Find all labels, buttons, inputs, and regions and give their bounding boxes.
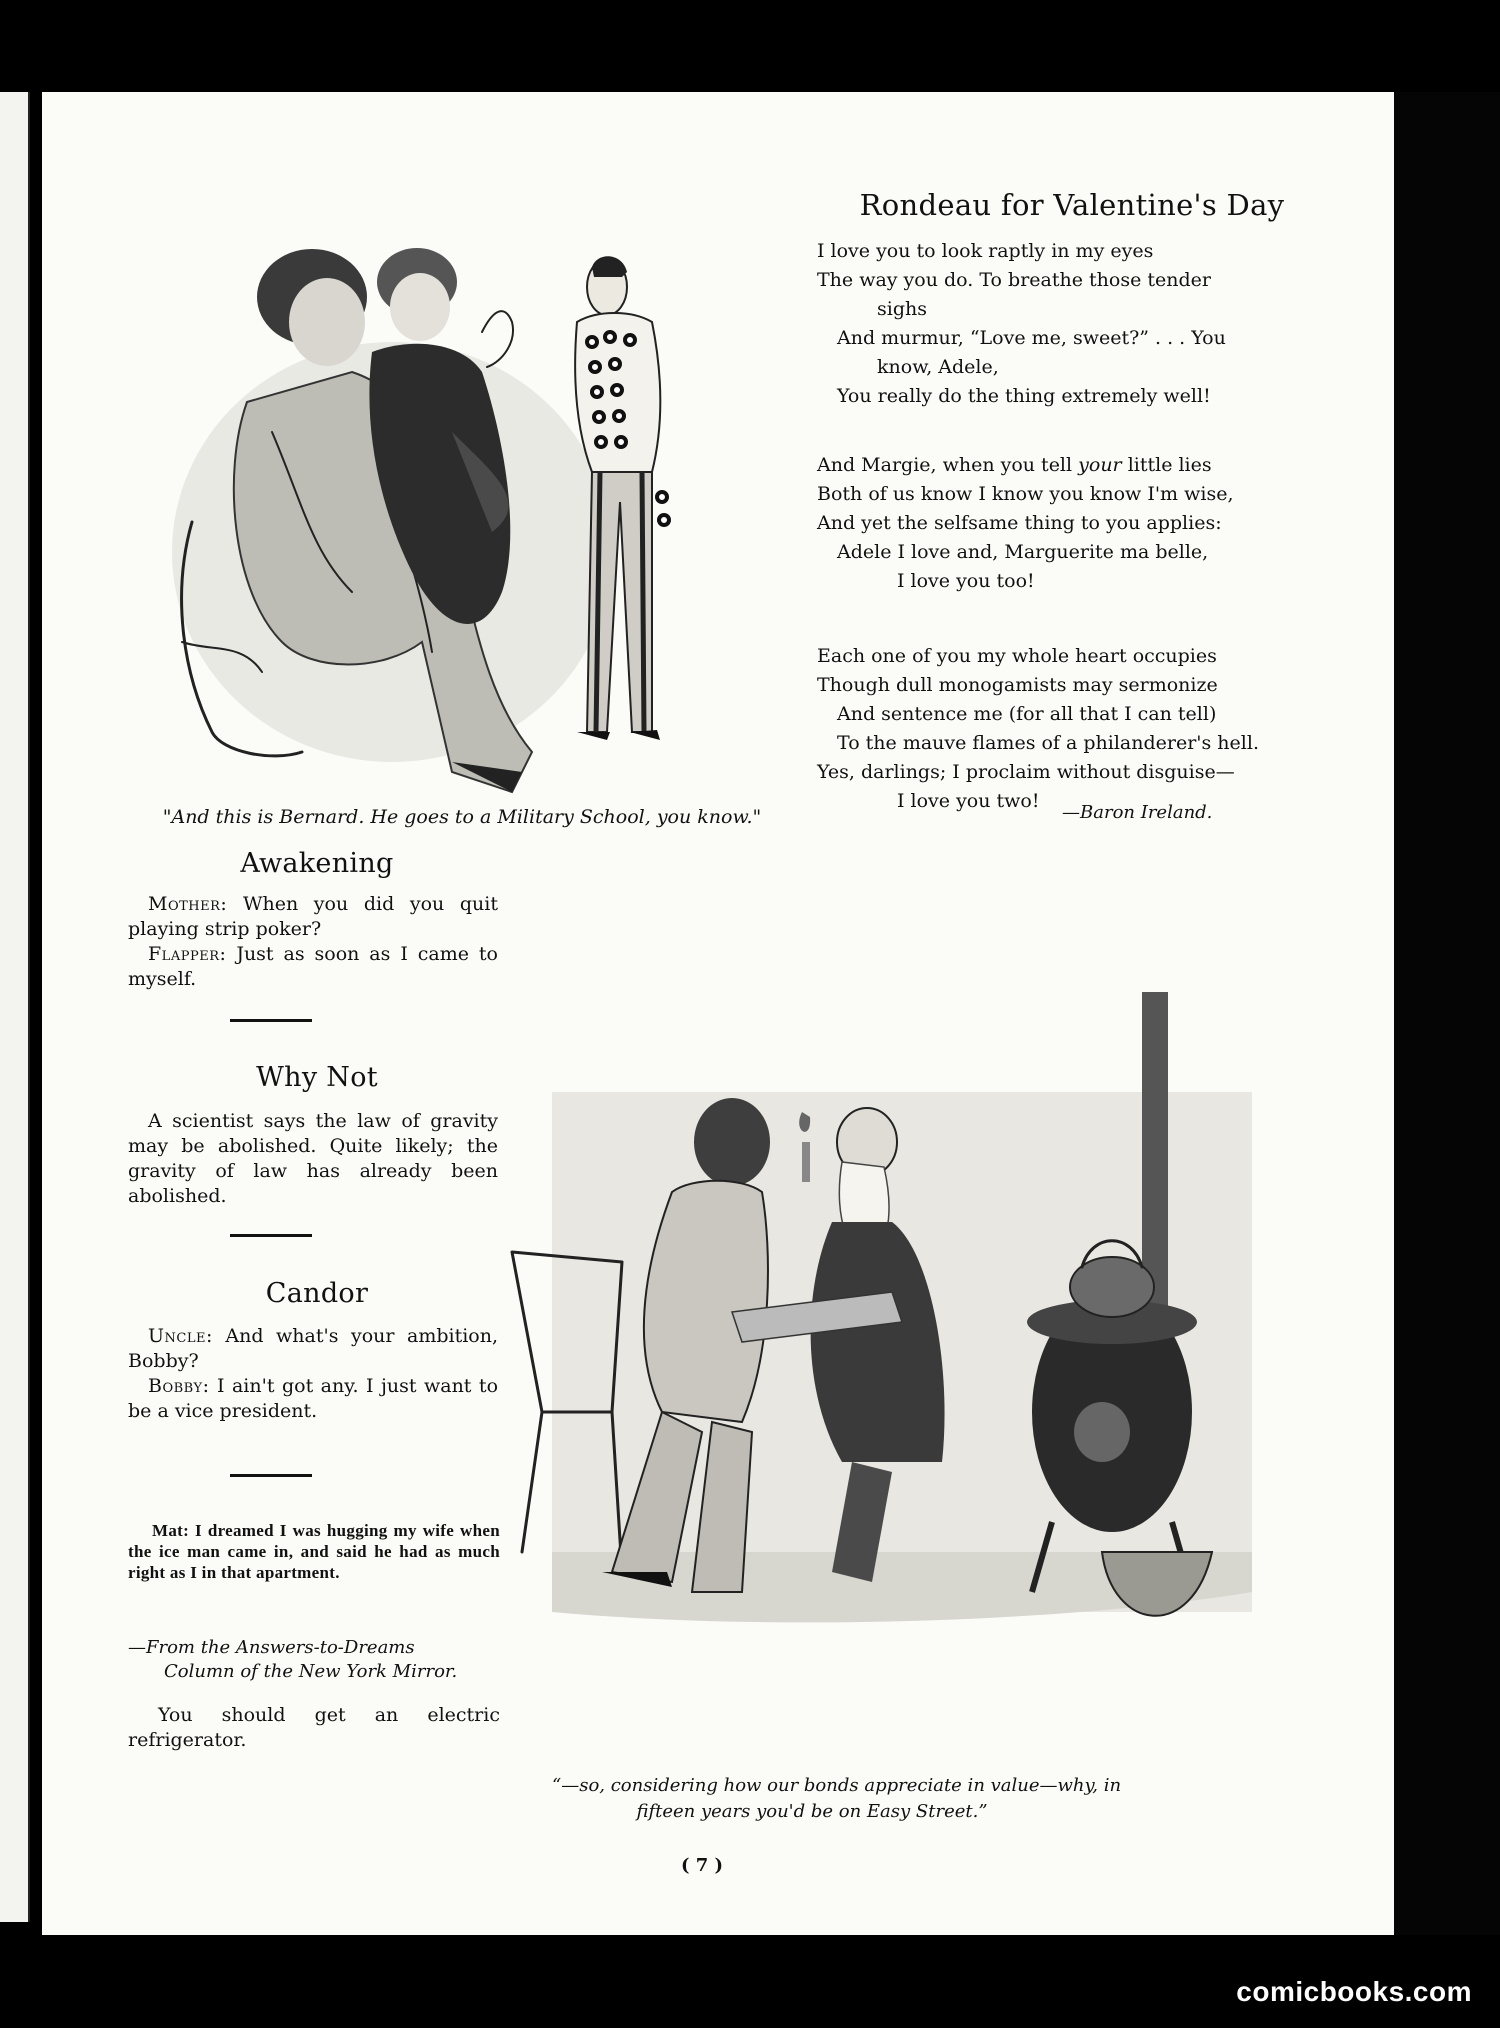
- poem-line: And yet the selfsame thing to you applies:: [817, 512, 1222, 534]
- candor-line-2: [128, 1374, 498, 1424]
- watermark: comicbooks.com: [1236, 1976, 1472, 2007]
- speaker-label: Uncle:: [148, 1325, 213, 1347]
- illustration-women-and-cadet: [152, 172, 842, 812]
- dream-quote: Mat: I dreamed I was hugging my wife when the ice man came in, and said he had as much right as I in that apartment.: [128, 1521, 500, 1582]
- bottom-caption-line-2: fifteen years you'd be on Easy Street.”: [636, 1801, 988, 1822]
- dream-punchline: You should get an electric refrigerator.: [128, 1704, 500, 1751]
- dialogue: I ain't got any. I just want to be a vice president.: [128, 1375, 499, 1422]
- poem-line: Both of us know I know you know I'm wise,: [817, 483, 1234, 505]
- poem-emphasis: your: [1078, 454, 1122, 476]
- candor-text: [128, 1324, 498, 1424]
- poem-line: I love you two!: [897, 790, 1040, 812]
- poem-line-part: And Margie, when you tell: [817, 454, 1073, 476]
- rondeau-poem: [817, 237, 1337, 816]
- section-divider: [230, 1234, 312, 1237]
- dialogue: And what's your ambition, Bobby?: [128, 1325, 498, 1372]
- speaker-label: Bobby:: [148, 1375, 210, 1397]
- bottom-caption-line-1: “—so, considering how our bonds appreciate in value—why, in: [552, 1775, 1122, 1796]
- poem-line: And sentence me (for all that I can tell): [837, 703, 1217, 725]
- poem-line: Each one of you my whole heart occupies: [817, 645, 1217, 667]
- awakening-title: Awakening: [240, 848, 394, 879]
- why-not-text: A scientist says the law of gravity may be abolished. Quite likely; the gravity of law has already been abolished.: [128, 1110, 498, 1207]
- dream-source-line-1: —From the Answers-to-Dreams: [128, 1637, 415, 1658]
- speaker-label: Mother:: [148, 893, 228, 915]
- poem-line: I love you to look raptly in my eyes: [817, 240, 1154, 262]
- poem-line: The way you do. To breathe those tender: [817, 269, 1211, 291]
- poem-line-part: little lies: [1127, 454, 1212, 476]
- poem-line: You really do the thing extremely well!: [837, 385, 1211, 407]
- poem-line: know, Adele,: [877, 356, 999, 378]
- poem-line: And murmur, “Love me, sweet?” . . . You: [837, 327, 1226, 349]
- poem-line: To the mauve flames of a philanderer's hell.: [837, 732, 1259, 754]
- poem-line: Adele I love and, Marguerite ma belle,: [837, 541, 1209, 563]
- section-divider: [230, 1019, 312, 1022]
- awakening-text: [128, 892, 498, 992]
- rondeau-title: Rondeau for Valentine's Day: [859, 188, 1285, 222]
- candor-title: Candor: [265, 1278, 369, 1309]
- awakening-line-2: [128, 942, 498, 992]
- rondeau-author: —Baron Ireland.: [1062, 802, 1213, 823]
- candor-line-1: [128, 1324, 498, 1374]
- binding-shadow: [1394, 92, 1500, 1935]
- poem-line: Yes, darlings; I proclaim without disguise—: [817, 761, 1235, 783]
- why-not-title: Why Not: [256, 1062, 378, 1093]
- awakening-line-1: [128, 892, 498, 942]
- poem-line: [817, 451, 1337, 480]
- section-divider: [230, 1474, 312, 1477]
- poem-line: Though dull monogamists may sermonize: [817, 674, 1218, 696]
- dialogue: Just as soon as I came to myself.: [128, 943, 498, 990]
- poem-line: sighs: [877, 298, 927, 320]
- poem-line: I love you too!: [897, 570, 1035, 592]
- top-illustration-caption: "And this is Bernard. He goes to a Military School, you know.": [162, 806, 762, 828]
- dialogue: When you did you quit playing strip poker?: [128, 893, 498, 940]
- illustration-bond-salesman: [472, 992, 1292, 1712]
- dream-source-line-2: Column of the New York Mirror.: [164, 1661, 458, 1682]
- speaker-label: Flapper:: [148, 943, 227, 965]
- magazine-page: [42, 92, 1394, 1935]
- previous-page-edge: [0, 92, 30, 1922]
- page-number: ( 7 ): [680, 1855, 724, 1876]
